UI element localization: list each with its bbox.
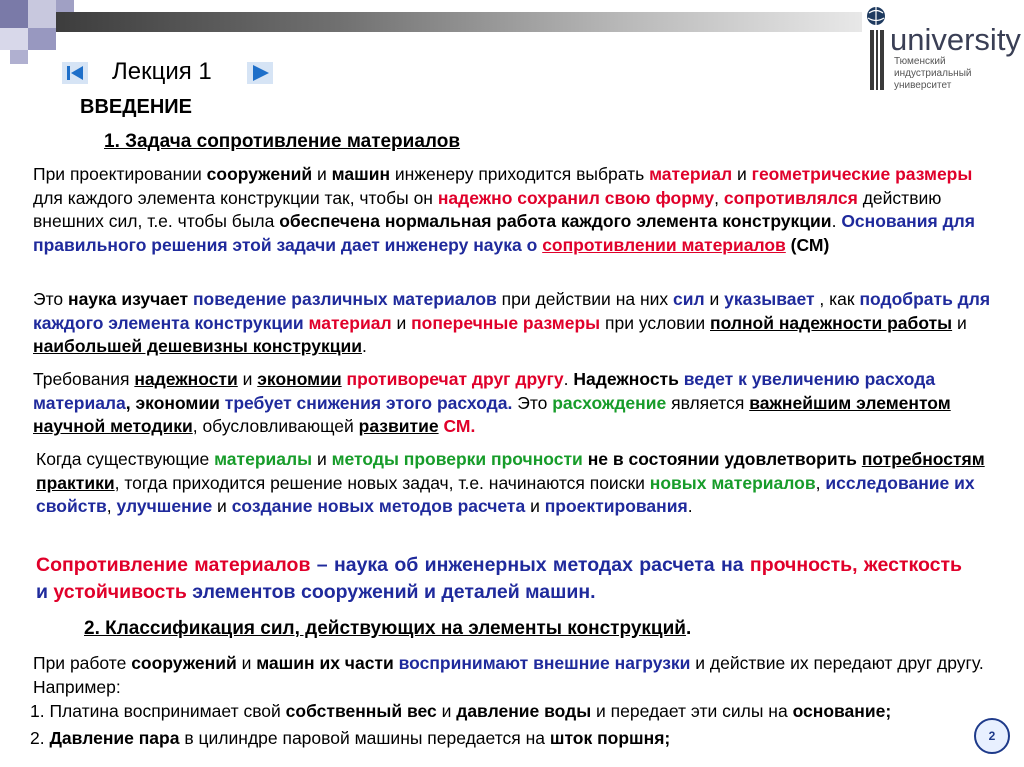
- play-next-icon[interactable]: [247, 62, 273, 84]
- section1-heading: 1. Задача сопротивление материалов: [104, 131, 461, 152]
- paragraph-new-materials: Когда существующие материалы и методы проверки прочности не в состоянии удовлетворить потребностям практики, тогда приходится решение новых задач, т.е. начинаются поиски новых материалов, исследование их свойств, улучшение и создание новых методов расчета и проектирования.: [36, 449, 985, 516]
- paragraph-requirements: Требования надежности и экономии противоречат друг другу. Надежность ведет к увеличению расхода материала, экономии требует снижения этого расхода. Это расхождение является важнейшим элементом научной методики, обусловливающей развитие СМ.: [33, 369, 951, 436]
- university-logo: [864, 4, 1024, 96]
- header-gradient-bar: [56, 12, 862, 32]
- paragraph-science: Это наука изучает поведение различных материалов при действии на них сил и указывает , как подобрать для каждого элемента конструкции материал и поперечные размеры при условии полной надежности работы и наибольшей дешевизны конструкции.: [33, 289, 991, 356]
- list-item-steam: 2. Давление пара в цилиндре паровой машины передается на шток поршня;: [30, 728, 671, 748]
- skip-back-icon[interactable]: [62, 62, 88, 84]
- list-item-dam: 1. Платина воспринимает свой собственный вес и давление воды и передает эти силы на основание;: [30, 701, 892, 721]
- lecture-title: Лекция 1: [112, 58, 212, 85]
- intro-heading: ВВЕДЕНИЕ: [80, 96, 192, 118]
- paragraph-task: При проектировании сооружений и машин инженеру приходится выбрать материал и геометрические размеры для каждого элемента конструкции так, чтобы он надежно сохранил свою форму, сопротивлялся действию внешних сил, т.е. чтобы была обеспечена нормальная работа каждого элемента конструкции. Основания для правильного решения этой задачи дает инженеру наука о сопротивлении материалов (СМ): [33, 164, 976, 255]
- page-number-badge: 2: [974, 718, 1010, 754]
- svg-text:Тюменский: Тюменский: [894, 56, 946, 67]
- svg-text:university: university: [890, 22, 1021, 57]
- svg-text:университет: университет: [894, 80, 952, 91]
- definition-paragraph: Сопротивление материалов – наука об инженерных методах расчета на прочность, жесткость и устойчивость элементов сооружений и деталей машин.: [36, 554, 962, 603]
- paragraph-forces: При работе сооружений и машин их части воспринимают внешние нагрузки и действие их передают друг другу. Например:: [33, 653, 984, 697]
- svg-text:индустриальный: индустриальный: [894, 68, 972, 79]
- section2-heading: 2. Классификация сил, действующих на элементы конструкций.: [84, 618, 692, 639]
